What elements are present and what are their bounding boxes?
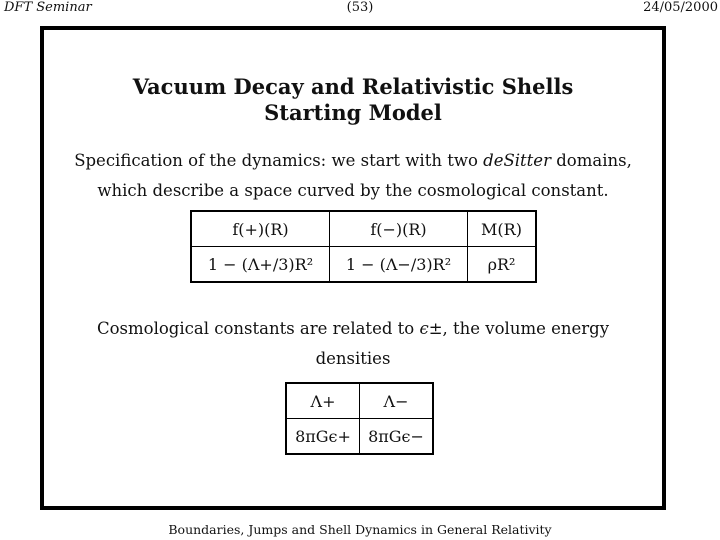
dynamics-line-1 <box>44 146 662 176</box>
header-lambda-plus: Λ+ <box>286 383 360 419</box>
header-lambda-minus: Λ− <box>360 383 434 419</box>
seminar-name: DFT Seminar <box>4 0 92 15</box>
constants-text-a: Cosmological constants are related to <box>96 319 420 338</box>
metric-functions-table <box>190 210 537 283</box>
cell-lambda-plus: 8πGϵ+ <box>286 419 360 455</box>
slide-number: (53) <box>346 0 374 15</box>
desitter-term: deSitter <box>483 151 551 170</box>
cell-lambda-minus: 8πGϵ− <box>360 419 434 455</box>
header-f-plus: f(+)(R) <box>191 211 330 247</box>
constants-line-1 <box>44 314 662 344</box>
header-f-minus: f(−)(R) <box>330 211 468 247</box>
slide-date: 24/05/2000 <box>643 0 718 15</box>
dynamics-paragraph <box>44 146 662 206</box>
slide-title <box>44 74 662 126</box>
cell-f-minus: 1 − (Λ−/3)R² <box>330 247 468 283</box>
dynamics-line-2: which describe a space curved by the cosmological constant. <box>97 181 609 200</box>
lambda-table <box>285 382 434 455</box>
footer-title: Boundaries, Jumps and Shell Dynamics in General Relativity <box>168 522 552 537</box>
slide-frame <box>40 26 666 510</box>
dynamics-text-a: Specification of the dynamics: we start with two <box>74 151 484 170</box>
dynamics-text-b: domains, <box>550 151 632 170</box>
cell-mass: ρR² <box>468 247 537 283</box>
title-line-1: Vacuum Decay and Relativistic Shells <box>132 74 574 99</box>
constants-paragraph <box>44 314 662 374</box>
constants-text-b: , the volume energy <box>442 319 610 338</box>
header-mass: M(R) <box>468 211 537 247</box>
cell-f-plus: 1 − (Λ+/3)R² <box>191 247 330 283</box>
epsilon-symbol: ϵ± <box>419 319 443 338</box>
title-line-2: Starting Model <box>264 100 442 125</box>
constants-line-2: densities <box>315 349 391 368</box>
